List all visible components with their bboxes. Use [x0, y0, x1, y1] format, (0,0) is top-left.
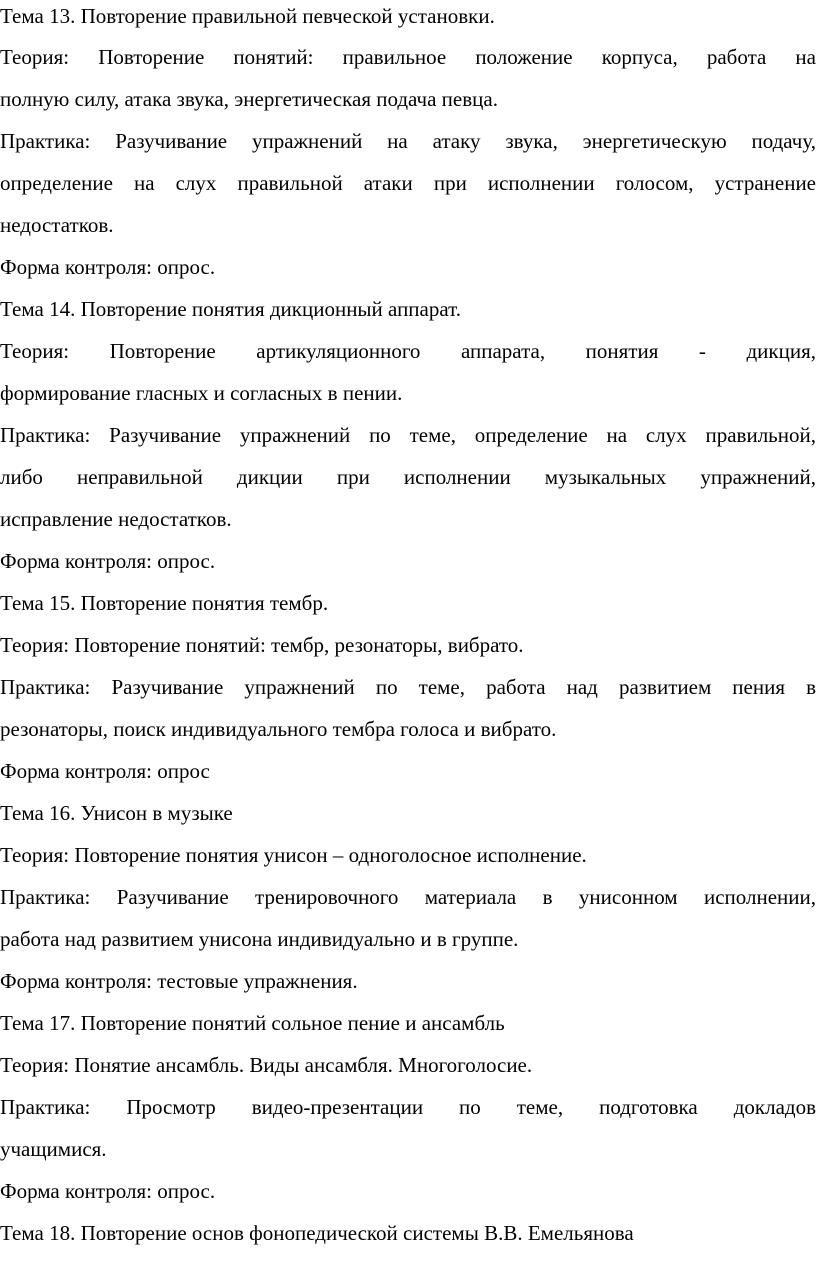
- topic-15-heading: Тема 15. Повторение понятия тембр.: [0, 591, 329, 615]
- topic-17-control: Форма контроля: опрос.: [0, 1179, 216, 1203]
- topic-14-practice-line-2: либо неправильной дикции при исполнении музыкальных упражнений,: [0, 465, 816, 489]
- topic-17-practice-line-1: Практика: Просмотр видео-презентации по теме, подготовка докладов: [0, 1095, 816, 1119]
- topic-13-heading: Тема 13. Повторение правильной певческой установки.: [0, 4, 495, 28]
- topic-13-practice-line-3: недостатков.: [0, 213, 114, 237]
- topic-17-theory: Теория: Понятие ансамбль. Виды ансамбля. Многоголосие.: [0, 1053, 533, 1077]
- topic-16-theory: Теория: Повторение понятия унисон – одноголосное исполнение.: [0, 843, 587, 867]
- topic-13-theory-line-1: Теория: Повторение понятий: правильное положение корпуса, работа на: [0, 45, 816, 69]
- topic-13-theory-line-2: полную силу, атака звука, энергетическая подача певца.: [0, 87, 498, 111]
- topic-14-control: Форма контроля: опрос.: [0, 549, 216, 573]
- topic-13-control: Форма контроля: опрос.: [0, 255, 216, 279]
- topic-17-heading: Тема 17. Повторение понятий сольное пение и ансамбль: [0, 1011, 505, 1035]
- topic-15-control: Форма контроля: опрос: [0, 759, 210, 783]
- topic-15-practice-line-2: резонаторы, поиск индивидуального тембра голоса и вибрато.: [0, 717, 557, 741]
- topic-13-practice-line-1: Практика: Разучивание упражнений на атаку звука, энергетическую подачу,: [0, 129, 816, 153]
- topic-18-heading: Тема 18. Повторение основ фонопедической системы В.В. Емельянова: [0, 1221, 634, 1245]
- topic-16-heading: Тема 16. Унисон в музыке: [0, 801, 233, 825]
- topic-14-theory-line-1: Теория: Повторение артикуляционного аппарата, понятия - дикция,: [0, 339, 816, 363]
- topic-15-practice-line-1: Практика: Разучивание упражнений по теме, работа над развитием пения в: [0, 675, 816, 699]
- topic-14-theory-line-2: формирование гласных и согласных в пении.: [0, 381, 403, 405]
- topic-15-theory: Теория: Повторение понятий: тембр, резонаторы, вибрато.: [0, 633, 524, 657]
- topic-16-practice-line-1: Практика: Разучивание тренировочного материала в унисонном исполнении,: [0, 885, 816, 909]
- topic-17-practice-line-2: учащимися.: [0, 1137, 107, 1161]
- topic-13-practice-line-2: определение на слух правильной атаки при исполнении голосом, устранение: [0, 171, 816, 195]
- topic-16-practice-line-2: работа над развитием унисона индивидуально и в группе.: [0, 927, 519, 951]
- topic-14-practice-line-1: Практика: Разучивание упражнений по теме, определение на слух правильной,: [0, 423, 816, 447]
- topic-14-practice-line-3: исправление недостатков.: [0, 507, 232, 531]
- topic-16-control: Форма контроля: тестовые упражнения.: [0, 969, 358, 993]
- topic-14-heading: Тема 14. Повторение понятия дикционный аппарат.: [0, 297, 461, 321]
